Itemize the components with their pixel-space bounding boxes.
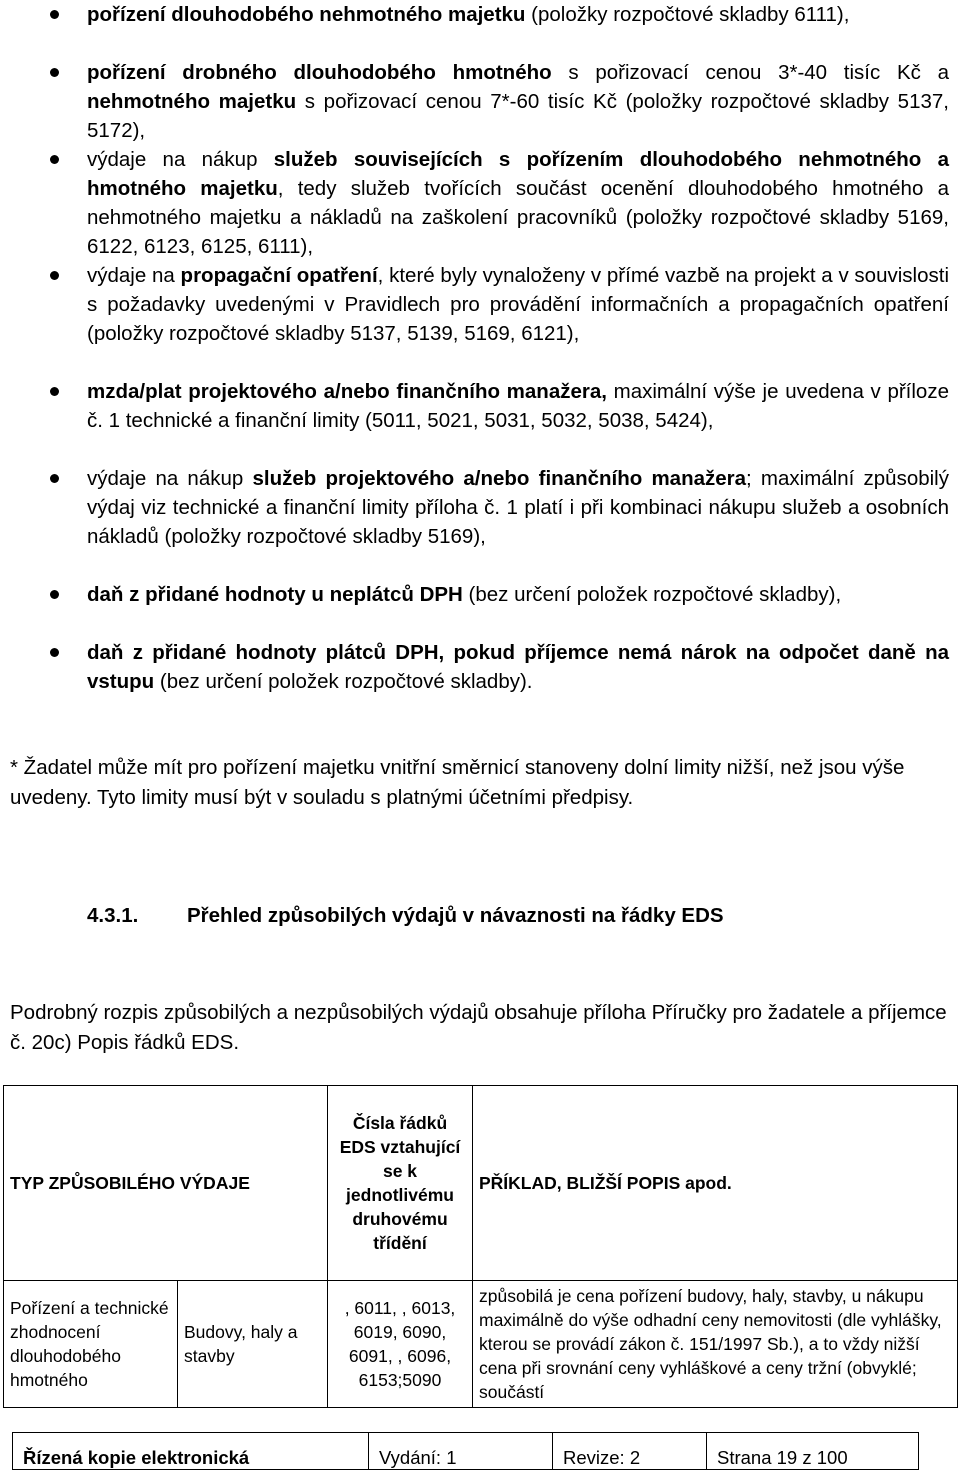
- bold-phrase: nehmotného majetku: [87, 90, 297, 113]
- text-run: výdaje na nákup: [87, 467, 253, 490]
- bullet-dot-icon: [50, 474, 59, 483]
- list-item-text: [87, 0, 949, 29]
- table-header-row: [4, 1086, 958, 1281]
- section-number: 4.3.1.: [87, 904, 139, 927]
- bold-phrase: propagační opatření: [180, 264, 378, 287]
- text-run: (bez určení položek rozpočtové skladby).: [154, 670, 533, 693]
- text-run: s pořizovací cenou 3*-40 tisíc Kč a: [551, 61, 950, 84]
- bold-phrase: služeb souvisejících s pořízením dlouhodobého nehmotného a hmotného majetku: [87, 148, 949, 200]
- bullet-dot-icon: [50, 68, 59, 77]
- list-item-text: [87, 58, 949, 145]
- text-run: , tedy služeb tvořících součást ocenění dlouhodobého hmotného a nehmotného majetku a nákladů na zaškolení pracovníků (položky rozpočtové skladby 5169, 6122, 6123, 6125, 6111),: [87, 177, 949, 258]
- bullet-dot-icon: [50, 590, 59, 599]
- table-row: [4, 1281, 958, 1408]
- header-example: PŘÍKLAD, BLIŽŠÍ POPIS apod.: [473, 1086, 958, 1281]
- footer-revision: Revize: 2: [553, 1433, 707, 1470]
- bullet-dot-icon: [50, 387, 59, 396]
- footer-edition: Vydání: 1: [369, 1433, 553, 1470]
- bold-phrase: daň z přidané hodnoty plátců DPH, pokud příjemce nemá nárok na odpočet daně na vstupu: [87, 641, 949, 693]
- cell-eds-rows: , 6011, , 6013, 6019, 6090, 6091, , 6096, 6153;5090: [328, 1281, 473, 1408]
- cell-category: Pořízení a technické zhodnocení dlouhodobého hmotného: [4, 1281, 178, 1408]
- bullet-dot-icon: [50, 271, 59, 280]
- cell-subcategory: Budovy, haly a stavby: [178, 1281, 328, 1408]
- bold-phrase: daň z přidané hodnoty u neplátců DPH: [87, 583, 463, 606]
- text-run: výdaje na nákup: [87, 148, 274, 171]
- text-run: (položky rozpočtové skladby 6111),: [525, 3, 850, 26]
- list-item-text: [87, 377, 949, 435]
- bold-phrase: mzda/plat projektového a/nebo finančního manažera,: [87, 380, 607, 403]
- footer-page-number: Strana 19 z 100: [707, 1433, 919, 1470]
- text-run: maximální výše je uvedena v příloze č. 1 technické a finanční limity (5011, 5021, 5031, 5032, 5038, 5424),: [87, 380, 949, 432]
- text-run: ; maximální způsobilý výdaj viz technické a finanční limity příloha č. 1 platí i při kombinaci nákupu služeb a osobních nákladů (položky rozpočtové skladby 5169),: [87, 467, 949, 548]
- section-heading: [87, 904, 724, 928]
- text-run: s pořizovací cenou 7*-60 tisíc Kč (položky rozpočtové skladby 5137, 5172),: [87, 90, 949, 142]
- bold-phrase: služeb projektového a/nebo finančního manažera: [252, 467, 747, 490]
- bold-phrase: pořízení dlouhodobého nehmotného majetku: [87, 3, 526, 26]
- footer-doc-label: Řízená kopie elektronická: [13, 1433, 369, 1470]
- bullet-dot-icon: [50, 10, 59, 19]
- bullet-dot-icon: [50, 648, 59, 657]
- list-item-text: [87, 638, 949, 696]
- list-item-text: [87, 580, 949, 609]
- bullet-dot-icon: [50, 155, 59, 164]
- footnote: * Žadatel může mít pro pořízení majetku vnitřní směrnicí stanoveny dolní limity nižší, než jsou výše uvedeny. Tyto limity musí být v souladu s platnými účetními předpisy.: [10, 756, 905, 809]
- bold-phrase: pořízení drobného dlouhodobého hmotného: [87, 61, 552, 84]
- header-rows: Čísla řádků EDS vztahující se k jednotlivému druhovému třídění: [328, 1086, 473, 1281]
- text-run: výdaje na: [87, 264, 181, 287]
- list-item-text: [87, 261, 949, 348]
- text-run: , které byly vynaloženy v přímé vazbě na projekt a v souvislosti s požadavky uvedenými v Pravidlech pro provádění informačních a propagačních opatření (položky rozpočtové skladby 5137, 5139, 5169, 6121),: [87, 264, 949, 345]
- eds-table: [3, 1085, 958, 1408]
- cell-example: způsobilá je cena pořízení budovy, haly, stavby, u nákupu maximálně do výše odhadní ceny nemovitosti (dle vyhlášky, kterou se provádí zákon č. 151/1997 Sb.), a to vždy nižší cena při srovnání ceny vyhláškové a ceny tržní (obvyklé; součástí: [473, 1281, 958, 1408]
- intro-paragraph: Podrobný rozpis způsobilých a nezpůsobilých výdajů obsahuje příloha Příručky pro žadatele a příjemce č. 20c) Popis řádků EDS.: [10, 1001, 947, 1054]
- section-title: Přehled způsobilých výdajů v návaznosti na řádky EDS: [187, 904, 724, 927]
- list-item-text: [87, 464, 949, 551]
- text-run: (bez určení položek rozpočtové skladby),: [462, 583, 842, 606]
- header-type: TYP ZPŮSOBILÉHO VÝDAJE: [4, 1086, 328, 1281]
- page-footer: [12, 1432, 919, 1470]
- list-item-text: [87, 145, 949, 261]
